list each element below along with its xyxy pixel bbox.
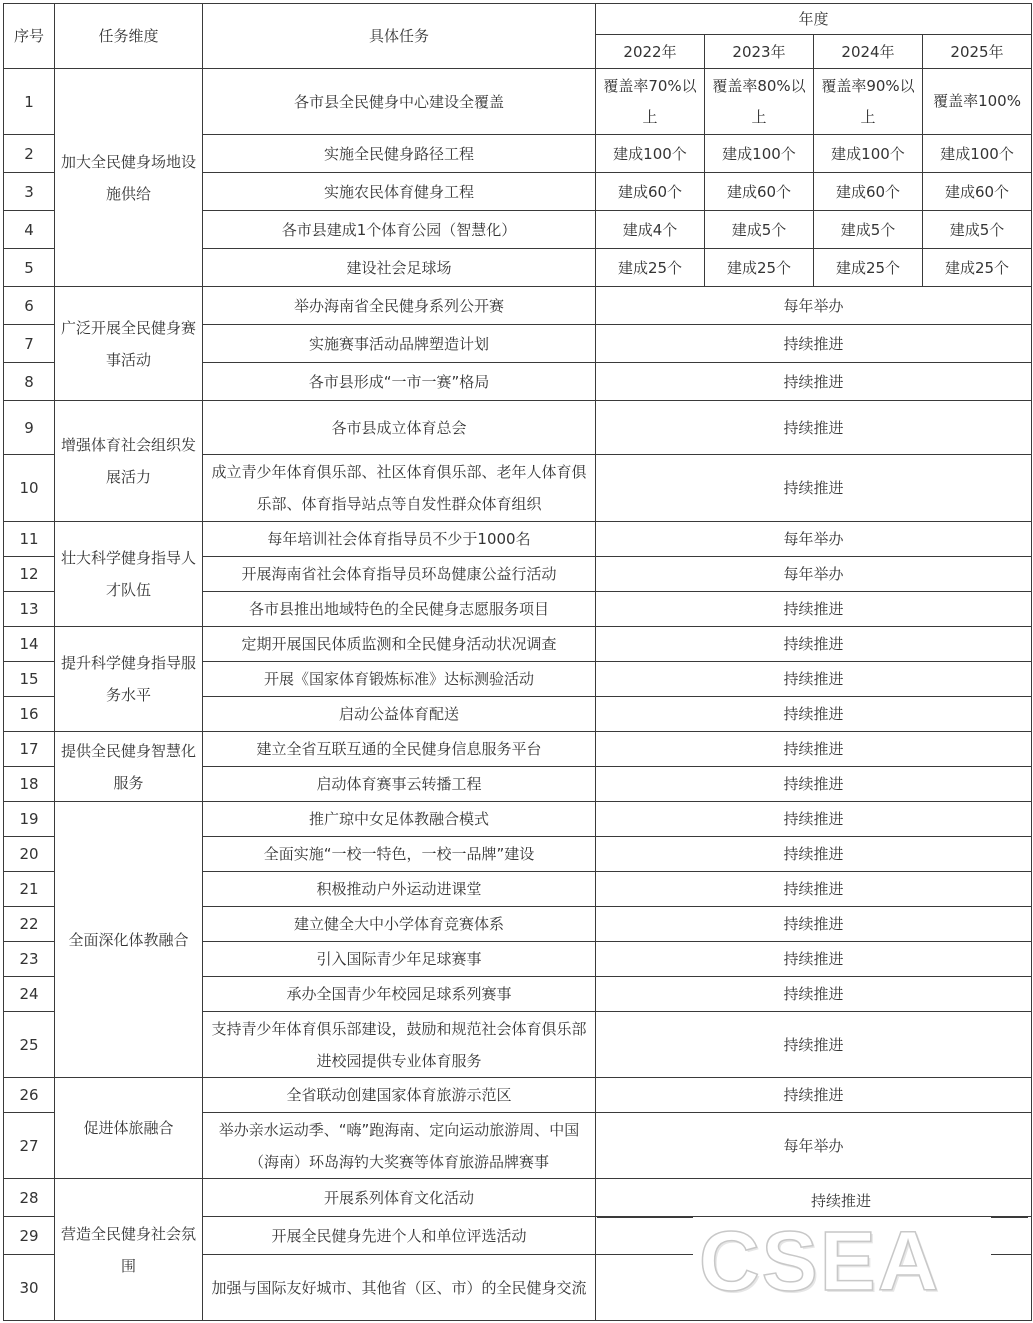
- task-cell: 定期开展国民体质监测和全民健身活动状况调查: [203, 627, 596, 662]
- row-number: 10: [4, 455, 55, 522]
- status-cell: 持续推进: [596, 455, 1032, 522]
- table-row: [4, 522, 1032, 557]
- row-number: 21: [4, 872, 55, 907]
- dimension-cell: 壮大科学健身指导人才队伍: [55, 522, 203, 627]
- year-value: 覆盖率80%以上: [705, 69, 814, 135]
- status-cell: 持续推进: [596, 907, 1032, 942]
- dimension-cell: 提升科学健身指导服务水平: [55, 627, 203, 732]
- year-value: 建成25个: [596, 249, 705, 287]
- row-number: 12: [4, 557, 55, 592]
- row-number: 11: [4, 522, 55, 557]
- watermark: [693, 1214, 991, 1308]
- task-cell: 开展海南省社会体育指导员环岛健康公益行活动: [203, 557, 596, 592]
- task-cell: 各市县建成1个体育公园（智慧化）: [203, 211, 596, 249]
- table-row: [4, 627, 1032, 662]
- row-number: 23: [4, 942, 55, 977]
- task-cell: 开展全民健身先进个人和单位评选活动: [203, 1217, 596, 1255]
- dimension-cell: 全面深化体教融合: [55, 802, 203, 1078]
- header-dimension: 任务维度: [55, 4, 203, 69]
- status-cell: 持续推进: [596, 401, 1032, 455]
- year-value: 建成60个: [923, 173, 1032, 211]
- status-cell: 持续推进: [596, 592, 1032, 627]
- year-value: 建成5个: [923, 211, 1032, 249]
- row-number: 19: [4, 802, 55, 837]
- task-cell: 各市县全民健身中心建设全覆盖: [203, 69, 596, 135]
- task-cell: 举办海南省全民健身系列公开赛: [203, 287, 596, 325]
- header-year: 2022年: [596, 35, 705, 69]
- status-cell: 持续推进: [596, 363, 1032, 401]
- row-28-status-text: 持续推进: [810, 1192, 871, 1210]
- task-cell: 建设社会足球场: [203, 249, 596, 287]
- row-number: 13: [4, 592, 55, 627]
- year-value: 建成4个: [596, 211, 705, 249]
- task-cell: 每年培训社会体育指导员不少于1000名: [203, 522, 596, 557]
- status-cell: 持续推进: [596, 697, 1032, 732]
- year-value: 建成100个: [596, 135, 705, 173]
- task-cell: 引入国际青少年足球赛事: [203, 942, 596, 977]
- row-number: 20: [4, 837, 55, 872]
- task-cell: 开展系列体育文化活动: [203, 1179, 596, 1217]
- dimension-cell: 营造全民健身社会氛围: [55, 1179, 203, 1321]
- year-value: 建成5个: [814, 211, 923, 249]
- task-cell: 支持青少年体育俱乐部建设，鼓励和规范社会体育俱乐部进校园提供专业体育服务: [203, 1012, 596, 1078]
- status-cell: 每年举办: [596, 1113, 1032, 1179]
- year-value: 建成5个: [705, 211, 814, 249]
- status-cell: 持续推进: [596, 662, 1032, 697]
- header-task: 具体任务: [203, 4, 596, 69]
- header-year-group: 年度: [596, 4, 1032, 35]
- task-cell: 举办亲水运动季、“嗨”跑海南、定向运动旅游周、中国（海南）环岛海钓大奖赛等体育旅游品牌赛事: [203, 1113, 596, 1179]
- row-number: 25: [4, 1012, 55, 1078]
- row-number: 3: [4, 173, 55, 211]
- task-cell: 成立青少年体育俱乐部、社区体育俱乐部、老年人体育俱乐部、体育指导站点等自发性群众体育组织: [203, 455, 596, 522]
- dimension-cell: 加大全民健身场地设施供给: [55, 69, 203, 287]
- task-cell: 推广琼中女足体教融合模式: [203, 802, 596, 837]
- table-row: [4, 732, 1032, 767]
- task-cell: 加强与国际友好城市、其他省（区、市）的全民健身交流: [203, 1255, 596, 1321]
- year-value: 建成60个: [705, 173, 814, 211]
- table-row: [4, 69, 1032, 135]
- status-cell: 每年举办: [596, 287, 1032, 325]
- row-number: 8: [4, 363, 55, 401]
- row-number: 15: [4, 662, 55, 697]
- task-cell: 实施赛事活动品牌塑造计划: [203, 325, 596, 363]
- row-number: 30: [4, 1255, 55, 1321]
- year-value: 建成25个: [814, 249, 923, 287]
- task-cell: 建立健全大中小学体育竞赛体系: [203, 907, 596, 942]
- table-border-fragment: [991, 1217, 1028, 1218]
- status-cell: 持续推进: [596, 872, 1032, 907]
- task-cell: 启动公益体育配送: [203, 697, 596, 732]
- row-number: 5: [4, 249, 55, 287]
- year-value: 覆盖率100%: [923, 69, 1032, 135]
- dimension-cell: 广泛开展全民健身赛事活动: [55, 287, 203, 401]
- row-number: 24: [4, 977, 55, 1012]
- header-year: 2025年: [923, 35, 1032, 69]
- status-cell: 持续推进: [596, 977, 1032, 1012]
- row-number: 6: [4, 287, 55, 325]
- status-cell: 持续推进: [596, 802, 1032, 837]
- status-cell: 持续推进: [596, 732, 1032, 767]
- row-number: 16: [4, 697, 55, 732]
- status-cell: 持续推进: [596, 627, 1032, 662]
- table-row: [4, 287, 1032, 325]
- table-border-fragment: [597, 1217, 693, 1218]
- task-cell: 全省联动创建国家体育旅游示范区: [203, 1078, 596, 1113]
- row-number: 29: [4, 1217, 55, 1255]
- status-cell: 持续推进: [596, 325, 1032, 363]
- task-cell: 开展《国家体育锻炼标准》达标测验活动: [203, 662, 596, 697]
- table-row: [4, 1078, 1032, 1113]
- year-value: 覆盖率70%以上: [596, 69, 705, 135]
- header-year: 2023年: [705, 35, 814, 69]
- year-value: 建成100个: [705, 135, 814, 173]
- status-cell: 持续推进: [596, 767, 1032, 802]
- task-cell: 实施全民健身路径工程: [203, 135, 596, 173]
- status-cell: 每年举办: [596, 557, 1032, 592]
- task-cell: 各市县形成“一市一赛”格局: [203, 363, 596, 401]
- status-cell: 持续推进: [596, 1012, 1032, 1078]
- year-value: 建成60个: [814, 173, 923, 211]
- watermark-logo: CSEA: [699, 1214, 941, 1308]
- dimension-cell: 提供全民健身智慧化服务: [55, 732, 203, 802]
- task-cell: 建立全省互联互通的全民健身信息服务平台: [203, 732, 596, 767]
- row-number: 4: [4, 211, 55, 249]
- year-value: 覆盖率90%以上: [814, 69, 923, 135]
- fitness-task-table: [3, 3, 1032, 1321]
- row-number: 1: [4, 69, 55, 135]
- table-row: [4, 401, 1032, 455]
- dimension-cell: 增强体育社会组织发展活力: [55, 401, 203, 522]
- row-number: 26: [4, 1078, 55, 1113]
- row-number: 27: [4, 1113, 55, 1179]
- row-number: 14: [4, 627, 55, 662]
- year-value: 建成25个: [705, 249, 814, 287]
- header-seq: 序号: [4, 4, 55, 69]
- row-number: 7: [4, 325, 55, 363]
- row-number: 22: [4, 907, 55, 942]
- year-value: 建成100个: [814, 135, 923, 173]
- table-row: [4, 802, 1032, 837]
- row-number: 9: [4, 401, 55, 455]
- task-cell: 承办全国青少年校园足球系列赛事: [203, 977, 596, 1012]
- dimension-cell: 促进体旅融合: [55, 1078, 203, 1179]
- row-number: 28: [4, 1179, 55, 1217]
- status-cell: 持续推进: [596, 837, 1032, 872]
- year-value: 建成100个: [923, 135, 1032, 173]
- row-number: 2: [4, 135, 55, 173]
- status-cell: 每年举办: [596, 522, 1032, 557]
- status-cell: 持续推进: [596, 1078, 1032, 1113]
- task-cell: 积极推动户外运动进课堂: [203, 872, 596, 907]
- year-value: 建成25个: [923, 249, 1032, 287]
- task-cell: 启动体育赛事云转播工程: [203, 767, 596, 802]
- task-cell: 全面实施“一校一特色，一校一品牌”建设: [203, 837, 596, 872]
- status-cell: 持续推进: [596, 942, 1032, 977]
- task-cell: 各市县推出地域特色的全民健身志愿服务项目: [203, 592, 596, 627]
- task-cell: 各市县成立体育总会: [203, 401, 596, 455]
- row-number: 18: [4, 767, 55, 802]
- row-number: 17: [4, 732, 55, 767]
- year-value: 建成60个: [596, 173, 705, 211]
- header-year: 2024年: [814, 35, 923, 69]
- task-cell: 实施农民体育健身工程: [203, 173, 596, 211]
